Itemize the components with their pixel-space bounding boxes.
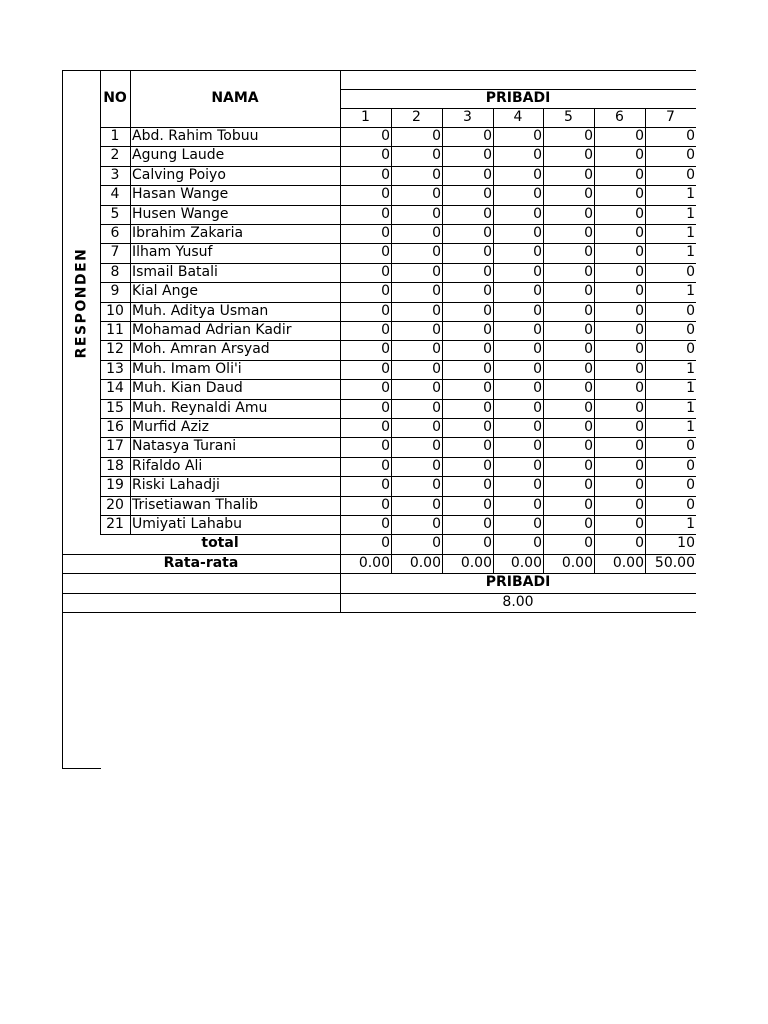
row-name: Moh. Amran Arsyad [132, 341, 270, 358]
total-value: 0 [432, 535, 441, 552]
row-value: 0 [533, 302, 542, 319]
total-value: 10 [677, 535, 695, 552]
row-value: 1 [686, 380, 695, 397]
row-value: 0 [533, 360, 542, 377]
row-value: 0 [432, 360, 441, 377]
row-value: 0 [381, 225, 390, 241]
responden-side-label: RESPONDEN [73, 247, 89, 359]
row-number: 19 [106, 477, 124, 494]
row-value: 0 [483, 205, 492, 222]
row-number: 3 [110, 166, 120, 183]
row-value: 0 [381, 128, 390, 144]
row-value: 0 [432, 225, 441, 241]
row-name: Ilham Yusuf [132, 244, 213, 261]
row-value: 0 [432, 283, 441, 300]
average-value: 0.00 [510, 554, 542, 571]
row-number: 1 [110, 128, 120, 144]
row-number: 12 [106, 341, 124, 358]
row-value: 0 [533, 128, 542, 144]
row-value: 0 [584, 457, 593, 474]
grid-line [62, 612, 696, 613]
average-value: 0.00 [612, 554, 644, 571]
row-value: 0 [432, 457, 441, 474]
row-value: 0 [584, 186, 593, 203]
row-value: 0 [432, 302, 441, 319]
row-number: 21 [106, 516, 124, 532]
row-value: 0 [635, 244, 644, 261]
row-value: 1 [686, 205, 695, 222]
row-value: 0 [432, 166, 441, 183]
row-value: 0 [483, 263, 492, 280]
row-value: 0 [533, 166, 542, 183]
row-value: 0 [381, 457, 390, 474]
summary-value: 8.00 [502, 593, 534, 610]
row-number: 20 [106, 496, 124, 513]
row-value: 0 [432, 186, 441, 203]
row-value: 0 [533, 225, 542, 241]
row-value: 0 [584, 166, 593, 183]
row-value: 0 [432, 477, 441, 494]
row-value: 0 [381, 205, 390, 222]
item-number-header: 3 [463, 109, 472, 125]
row-value: 0 [381, 438, 390, 455]
average-value: 50.00 [654, 554, 695, 571]
row-value: 0 [533, 147, 542, 164]
item-number-header: 6 [615, 109, 624, 125]
row-value: 0 [381, 477, 390, 494]
row-value: 0 [635, 205, 644, 222]
row-value: 0 [686, 477, 695, 494]
row-value: 0 [483, 283, 492, 300]
total-value: 0 [483, 535, 492, 552]
row-number: 18 [106, 457, 124, 474]
row-value: 0 [584, 147, 593, 164]
row-value: 0 [432, 147, 441, 164]
item-number-header: 1 [361, 109, 370, 125]
row-value: 0 [635, 360, 644, 377]
row-value: 0 [381, 360, 390, 377]
row-number: 13 [106, 360, 124, 377]
row-value: 0 [584, 302, 593, 319]
row-value: 0 [635, 225, 644, 241]
row-name: Rifaldo Ali [132, 457, 203, 474]
row-value: 0 [686, 263, 695, 280]
row-value: 0 [533, 186, 542, 203]
row-value: 0 [432, 399, 441, 416]
total-value: 0 [381, 535, 390, 552]
row-value: 1 [686, 419, 695, 435]
row-value: 0 [381, 302, 390, 319]
row-value: 0 [635, 147, 644, 164]
row-value: 0 [686, 147, 695, 164]
row-value: 1 [686, 399, 695, 416]
total-value: 0 [635, 535, 644, 552]
row-name: Mohamad Adrian Kadir [132, 322, 292, 338]
row-value: 0 [635, 380, 644, 397]
row-value: 0 [533, 457, 542, 474]
row-value: 0 [584, 244, 593, 261]
row-name: Murfid Aziz [132, 419, 210, 435]
row-value: 0 [432, 516, 441, 532]
row-value: 0 [635, 186, 644, 203]
row-value: 0 [381, 186, 390, 203]
row-name: Calving Poiyo [132, 166, 226, 183]
header-no: NO [103, 90, 127, 106]
row-value: 0 [686, 438, 695, 455]
row-value: 0 [686, 457, 695, 474]
row-value: 0 [533, 283, 542, 300]
row-value: 0 [635, 128, 644, 144]
average-value: 0.00 [561, 554, 593, 571]
row-number: 14 [106, 380, 124, 397]
summary-label: PRIBADI [485, 574, 551, 591]
row-number: 5 [110, 205, 120, 222]
row-value: 0 [584, 205, 593, 222]
item-number-header: 2 [412, 109, 421, 125]
row-value: 0 [686, 496, 695, 513]
row-value: 0 [432, 496, 441, 513]
row-value: 0 [432, 380, 441, 397]
table-left-border [62, 70, 63, 769]
item-number-header: 4 [513, 109, 523, 125]
row-name: Trisetiawan Thalib [132, 496, 259, 513]
row-value: 0 [533, 244, 542, 261]
row-value: 0 [432, 244, 441, 261]
row-number: 4 [110, 186, 120, 203]
row-value: 0 [686, 166, 695, 183]
row-value: 0 [686, 341, 695, 358]
total-value: 0 [584, 535, 593, 552]
row-value: 1 [686, 516, 695, 532]
row-value: 0 [483, 399, 492, 416]
row-number: 2 [110, 147, 120, 164]
data-table [62, 70, 696, 768]
header-nama: NAMA [211, 90, 259, 106]
row-value: 0 [483, 244, 492, 261]
row-value: 0 [381, 399, 390, 416]
row-name: Husen Wange [132, 205, 229, 222]
row-value: 0 [483, 128, 492, 144]
item-number-header: 5 [564, 109, 573, 125]
row-value: 0 [584, 380, 593, 397]
row-value: 0 [533, 516, 542, 532]
row-value: 0 [686, 322, 695, 338]
row-value: 0 [483, 419, 492, 435]
average-label: Rata-rata [163, 554, 239, 571]
row-value: 1 [686, 225, 695, 241]
row-value: 0 [533, 419, 542, 435]
row-value: 0 [432, 438, 441, 455]
row-name: Muh. Reynaldi Amu [132, 399, 268, 416]
row-value: 0 [635, 341, 644, 358]
row-value: 0 [533, 477, 542, 494]
row-value: 0 [483, 147, 492, 164]
row-value: 1 [686, 283, 695, 300]
row-value: 0 [584, 128, 593, 144]
row-value: 0 [533, 341, 542, 358]
average-value: 0.00 [409, 554, 441, 571]
header-pribadi: PRIBADI [485, 90, 551, 106]
total-value: 0 [533, 535, 542, 552]
row-number: 8 [110, 263, 120, 280]
row-value: 0 [432, 128, 441, 144]
row-value: 0 [432, 263, 441, 280]
row-value: 0 [483, 457, 492, 474]
row-value: 0 [635, 302, 644, 319]
row-name: Umiyati Lahabu [132, 516, 243, 532]
row-value: 0 [483, 477, 492, 494]
row-value: 0 [483, 225, 492, 241]
row-value: 0 [584, 322, 593, 338]
row-value: 0 [584, 477, 593, 494]
row-name: Riski Lahadji [132, 477, 220, 494]
row-value: 0 [483, 322, 492, 338]
row-value: 0 [533, 496, 542, 513]
row-value: 0 [533, 322, 542, 338]
row-name: Ibrahim Zakaria [132, 225, 244, 241]
item-number-header: 7 [666, 109, 675, 125]
total-label: total [201, 535, 239, 552]
row-value: 0 [635, 457, 644, 474]
row-value: 1 [686, 186, 695, 203]
row-value: 0 [483, 496, 492, 513]
row-value: 0 [483, 186, 492, 203]
row-value: 0 [584, 341, 593, 358]
row-name: Abd. Rahim Tobuu [132, 128, 259, 144]
row-value: 0 [686, 128, 695, 144]
row-value: 0 [635, 283, 644, 300]
row-value: 0 [381, 244, 390, 261]
row-value: 0 [584, 283, 593, 300]
row-name: Natasya Turani [132, 438, 237, 455]
row-value: 0 [686, 302, 695, 319]
row-value: 0 [483, 516, 492, 532]
row-value: 0 [483, 438, 492, 455]
row-name: Ismail Batali [132, 263, 218, 280]
row-value: 0 [381, 263, 390, 280]
row-value: 0 [381, 147, 390, 164]
row-value: 0 [483, 360, 492, 377]
row-value: 0 [635, 399, 644, 416]
row-value: 0 [584, 516, 593, 532]
row-number: 7 [110, 244, 120, 261]
row-value: 0 [381, 341, 390, 358]
row-value: 0 [483, 166, 492, 183]
row-name: Kial Ange [132, 283, 198, 300]
row-value: 0 [635, 438, 644, 455]
row-number: 6 [110, 225, 120, 241]
row-number: 11 [106, 322, 124, 338]
row-value: 1 [686, 360, 695, 377]
row-value: 0 [584, 360, 593, 377]
row-name: Hasan Wange [132, 186, 229, 203]
row-value: 0 [432, 205, 441, 222]
average-value: 0.00 [460, 554, 492, 571]
row-value: 0 [432, 419, 441, 435]
row-value: 0 [483, 380, 492, 397]
row-value: 0 [635, 477, 644, 494]
row-value: 0 [381, 322, 390, 338]
row-value: 0 [483, 302, 492, 319]
row-value: 0 [635, 166, 644, 183]
table-top-border [62, 70, 696, 71]
average-value: 0.00 [358, 554, 390, 571]
row-value: 0 [635, 263, 644, 280]
row-number: 17 [106, 438, 124, 455]
row-value: 0 [381, 380, 390, 397]
row-value: 0 [584, 225, 593, 241]
row-value: 0 [584, 399, 593, 416]
row-value: 0 [381, 166, 390, 183]
row-value: 0 [635, 419, 644, 435]
row-name: Agung Laude [132, 147, 225, 164]
row-value: 0 [381, 516, 390, 532]
row-value: 0 [381, 419, 390, 435]
row-name: Muh. Kian Daud [132, 380, 243, 397]
row-value: 1 [686, 244, 695, 261]
row-value: 0 [635, 496, 644, 513]
row-name: Muh. Aditya Usman [132, 302, 269, 319]
row-number: 16 [106, 419, 124, 435]
row-number: 15 [106, 399, 124, 416]
row-value: 0 [381, 496, 390, 513]
grid-line [62, 768, 101, 769]
row-value: 0 [584, 263, 593, 280]
row-number: 10 [106, 302, 124, 319]
row-value: 0 [483, 341, 492, 358]
row-value: 0 [635, 516, 644, 532]
row-value: 0 [533, 399, 542, 416]
row-value: 0 [533, 205, 542, 222]
row-value: 0 [584, 419, 593, 435]
row-number: 9 [110, 283, 120, 300]
row-value: 0 [381, 283, 390, 300]
row-value: 0 [432, 341, 441, 358]
row-name: Muh. Imam Oli'i [132, 360, 242, 377]
row-value: 0 [635, 322, 644, 338]
row-value: 0 [533, 380, 542, 397]
row-value: 0 [533, 263, 542, 280]
row-value: 0 [533, 438, 542, 455]
row-value: 0 [584, 438, 593, 455]
row-value: 0 [584, 496, 593, 513]
row-value: 0 [432, 322, 441, 338]
